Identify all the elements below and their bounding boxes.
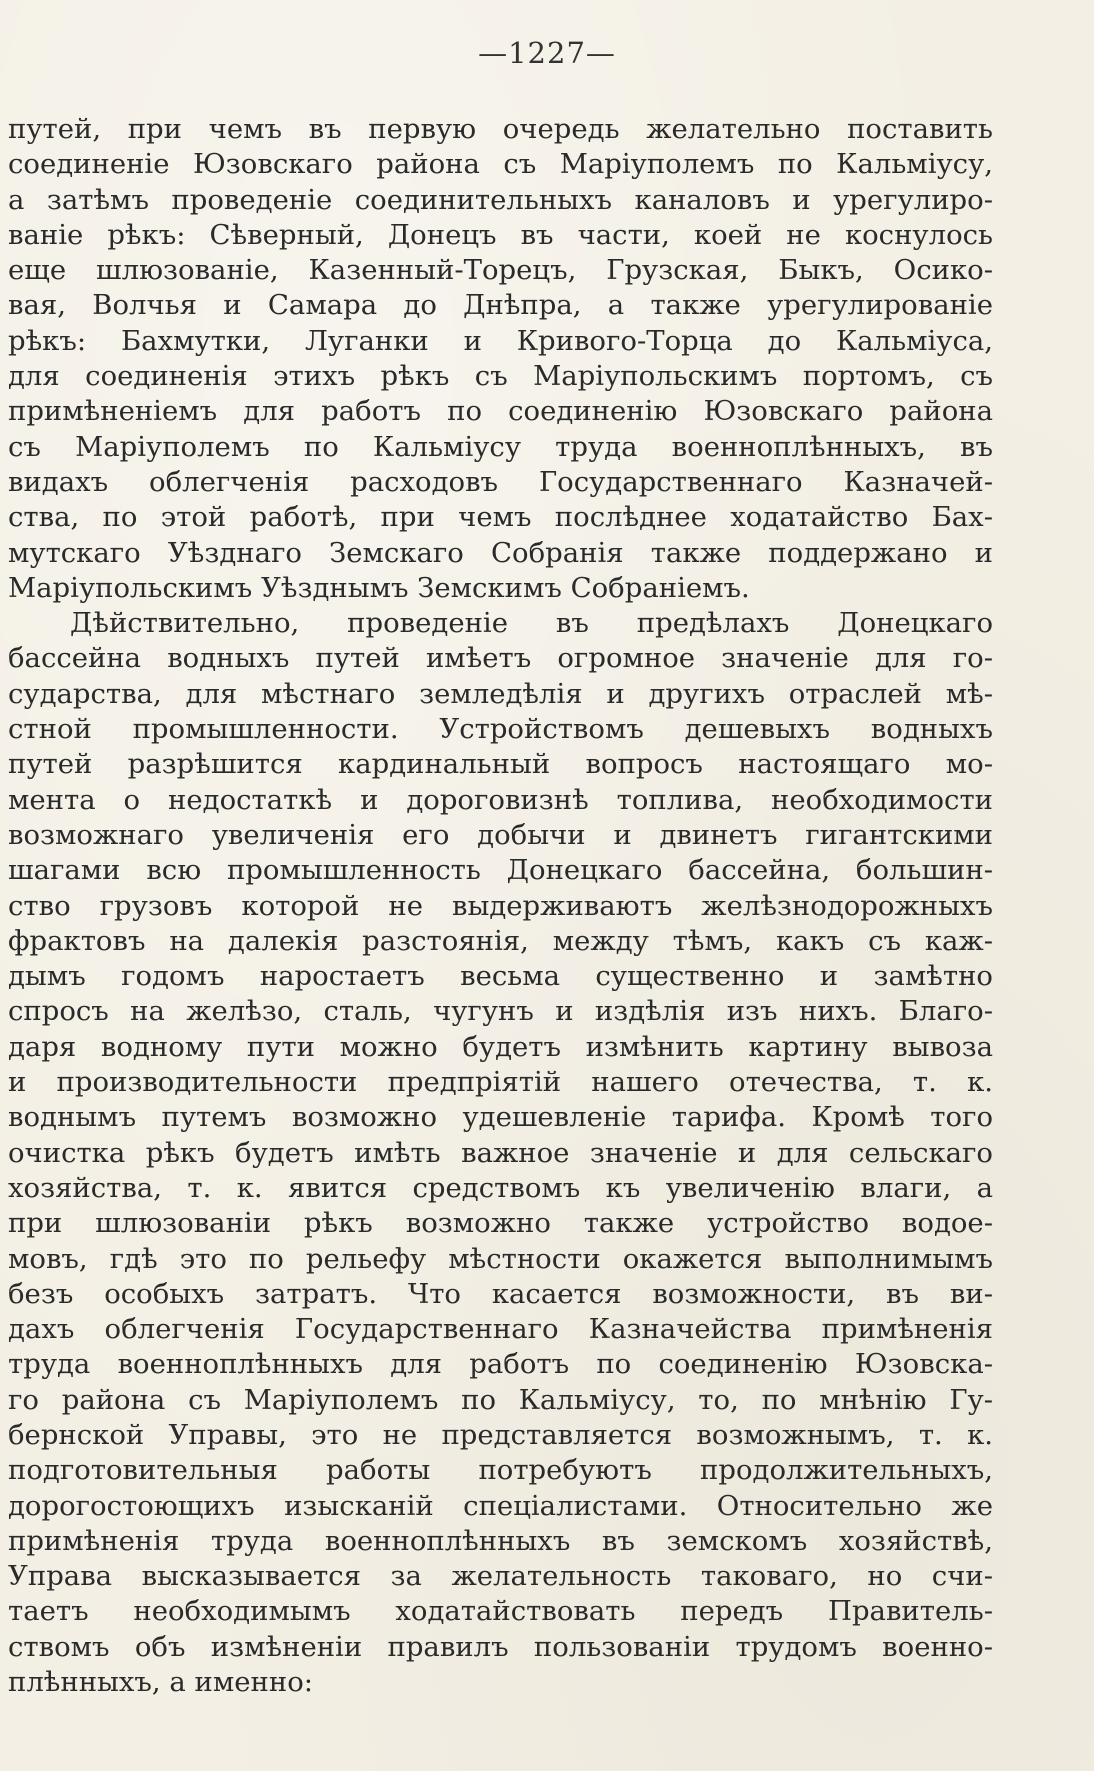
text-line: сударства, для мѣстнаго земледѣлія и другихъ отраслей мѣ- xyxy=(8,677,993,710)
text-line: труда военноплѣнныхъ для работъ по соединенію Юзовска- xyxy=(8,1348,993,1381)
text-line: шагами всю промышленность Донецкаго бассейна, большин- xyxy=(8,854,993,887)
text-line: очистка рѣкъ будетъ имѣть важное значеніе и для сельскаго xyxy=(8,1136,993,1169)
text-line: соединеніе Юзовскаго района съ Маріуполемъ по Кальміусу, xyxy=(8,148,993,181)
text-line: рѣкъ: Бахмутки, Луганки и Кривого-Торца до Кальміуса, xyxy=(8,324,993,357)
text-line: ствомъ объ измѣненіи правилъ пользованіи трудомъ военно- xyxy=(8,1630,993,1663)
text-line: воднымъ путемъ возможно удешевленіе тарифа. Кромѣ того xyxy=(8,1101,993,1134)
text-line: примѣненія труда военноплѣнныхъ въ земскомъ хозяйствѣ, xyxy=(8,1524,993,1557)
text-line: при шлюзованіи рѣкъ возможно также устройство водое- xyxy=(8,1207,993,1240)
text-line: Управа высказывается за желательность таковаго, но счи- xyxy=(8,1560,993,1593)
text-line: бассейна водныхъ путей имѣетъ огромное значеніе для го- xyxy=(8,642,993,675)
text-line: безъ особыхъ затратъ. Что касается возможности, въ ви- xyxy=(8,1277,993,1310)
text-line: и производительности предпріятій нашего отечества, т. к. xyxy=(8,1066,993,1099)
text-line: вая, Волчья и Самара до Днѣпра, а также урегулированіе xyxy=(8,289,993,322)
text-line: путей, при чемъ въ первую очередь желательно поставить xyxy=(8,113,993,145)
text-line: примѣненіемъ для работъ по соединенію Юзовскаго района xyxy=(8,395,993,428)
text-line: ваніе рѣкъ: Сѣверный, Донецъ въ части, коей не коснулось xyxy=(8,218,993,251)
text-line: видахъ облегченія расходовъ Государственнаго Казначей- xyxy=(8,465,993,498)
text-line: дахъ облегченія Государственнаго Казначейства примѣненія xyxy=(8,1313,993,1346)
text-line: дорогостоющихъ изысканій спеціалистами. Относительно же xyxy=(8,1489,993,1522)
text-line: мовъ, гдѣ это по рельефу мѣстности окажется выполнимымъ xyxy=(8,1242,993,1275)
text-line: путей разрѣшится кардинальный вопросъ настоящаго мо- xyxy=(8,748,993,781)
text-line: Маріупольскимъ Уѣзднымъ Земскимъ Собраніемъ. xyxy=(8,571,750,604)
body-text xyxy=(8,112,993,1700)
text-line: фрактовъ на далекія разстоянія, между тѣмъ, какъ съ каж- xyxy=(8,924,993,957)
text-line: хозяйства, т. к. явится средствомъ къ увеличенію влаги, а xyxy=(8,1171,993,1204)
text-line: стной промышленности. Устройствомъ дешевыхъ водныхъ xyxy=(8,713,993,746)
text-line: еще шлюзованіе, Казенный-Торецъ, Грузская, Быкъ, Осико- xyxy=(8,254,993,287)
text-line: возможнаго увеличенія его добычи и двинетъ гигантскими xyxy=(8,818,993,851)
text-line: Дѣйствительно, проведеніе въ предѣлахъ Донецкаго xyxy=(70,607,993,640)
text-line: плѣнныхъ, а именно: xyxy=(8,1666,314,1699)
text-line: бернской Управы, это не представляется возможнымъ, т. к. xyxy=(8,1418,993,1451)
text-line: даря водному пути можно будетъ измѣнить картину вывоза xyxy=(8,1030,993,1063)
text-line: ства, по этой работѣ, при чемъ послѣднее ходатайство Бах- xyxy=(8,501,993,534)
text-line: съ Маріуполемъ по Кальміусу труда военноплѣнныхъ, въ xyxy=(8,430,993,463)
text-line: мутскаго Уѣзднаго Земскаго Собранія также поддержано и xyxy=(8,536,993,569)
text-line: таетъ необходимымъ ходатайствовать передъ Правитель- xyxy=(8,1595,993,1628)
text-line: го района съ Маріуполемъ по Кальміусу, то, по мнѣнію Гу- xyxy=(8,1383,993,1416)
text-line: для соединенія этихъ рѣкъ съ Маріупольскимъ портомъ, съ xyxy=(8,360,993,393)
text-line: ство грузовъ которой не выдерживаютъ желѣзнодорожныхъ xyxy=(8,889,993,922)
page-number: —1227— xyxy=(478,36,616,70)
text-line: а затѣмъ проведеніе соединительныхъ каналовъ и урегулиро- xyxy=(8,183,993,216)
text-line: подготовительныя работы потребуютъ продолжительныхъ, xyxy=(8,1454,993,1487)
text-line: мента о недостаткѣ и дороговизнѣ топлива, необходимости xyxy=(8,783,993,816)
text-line: дымъ годомъ наростаетъ весьма существенно и замѣтно xyxy=(8,960,993,993)
text-line: спросъ на желѣзо, сталь, чугунъ и издѣлія изъ нихъ. Благо- xyxy=(8,995,993,1028)
